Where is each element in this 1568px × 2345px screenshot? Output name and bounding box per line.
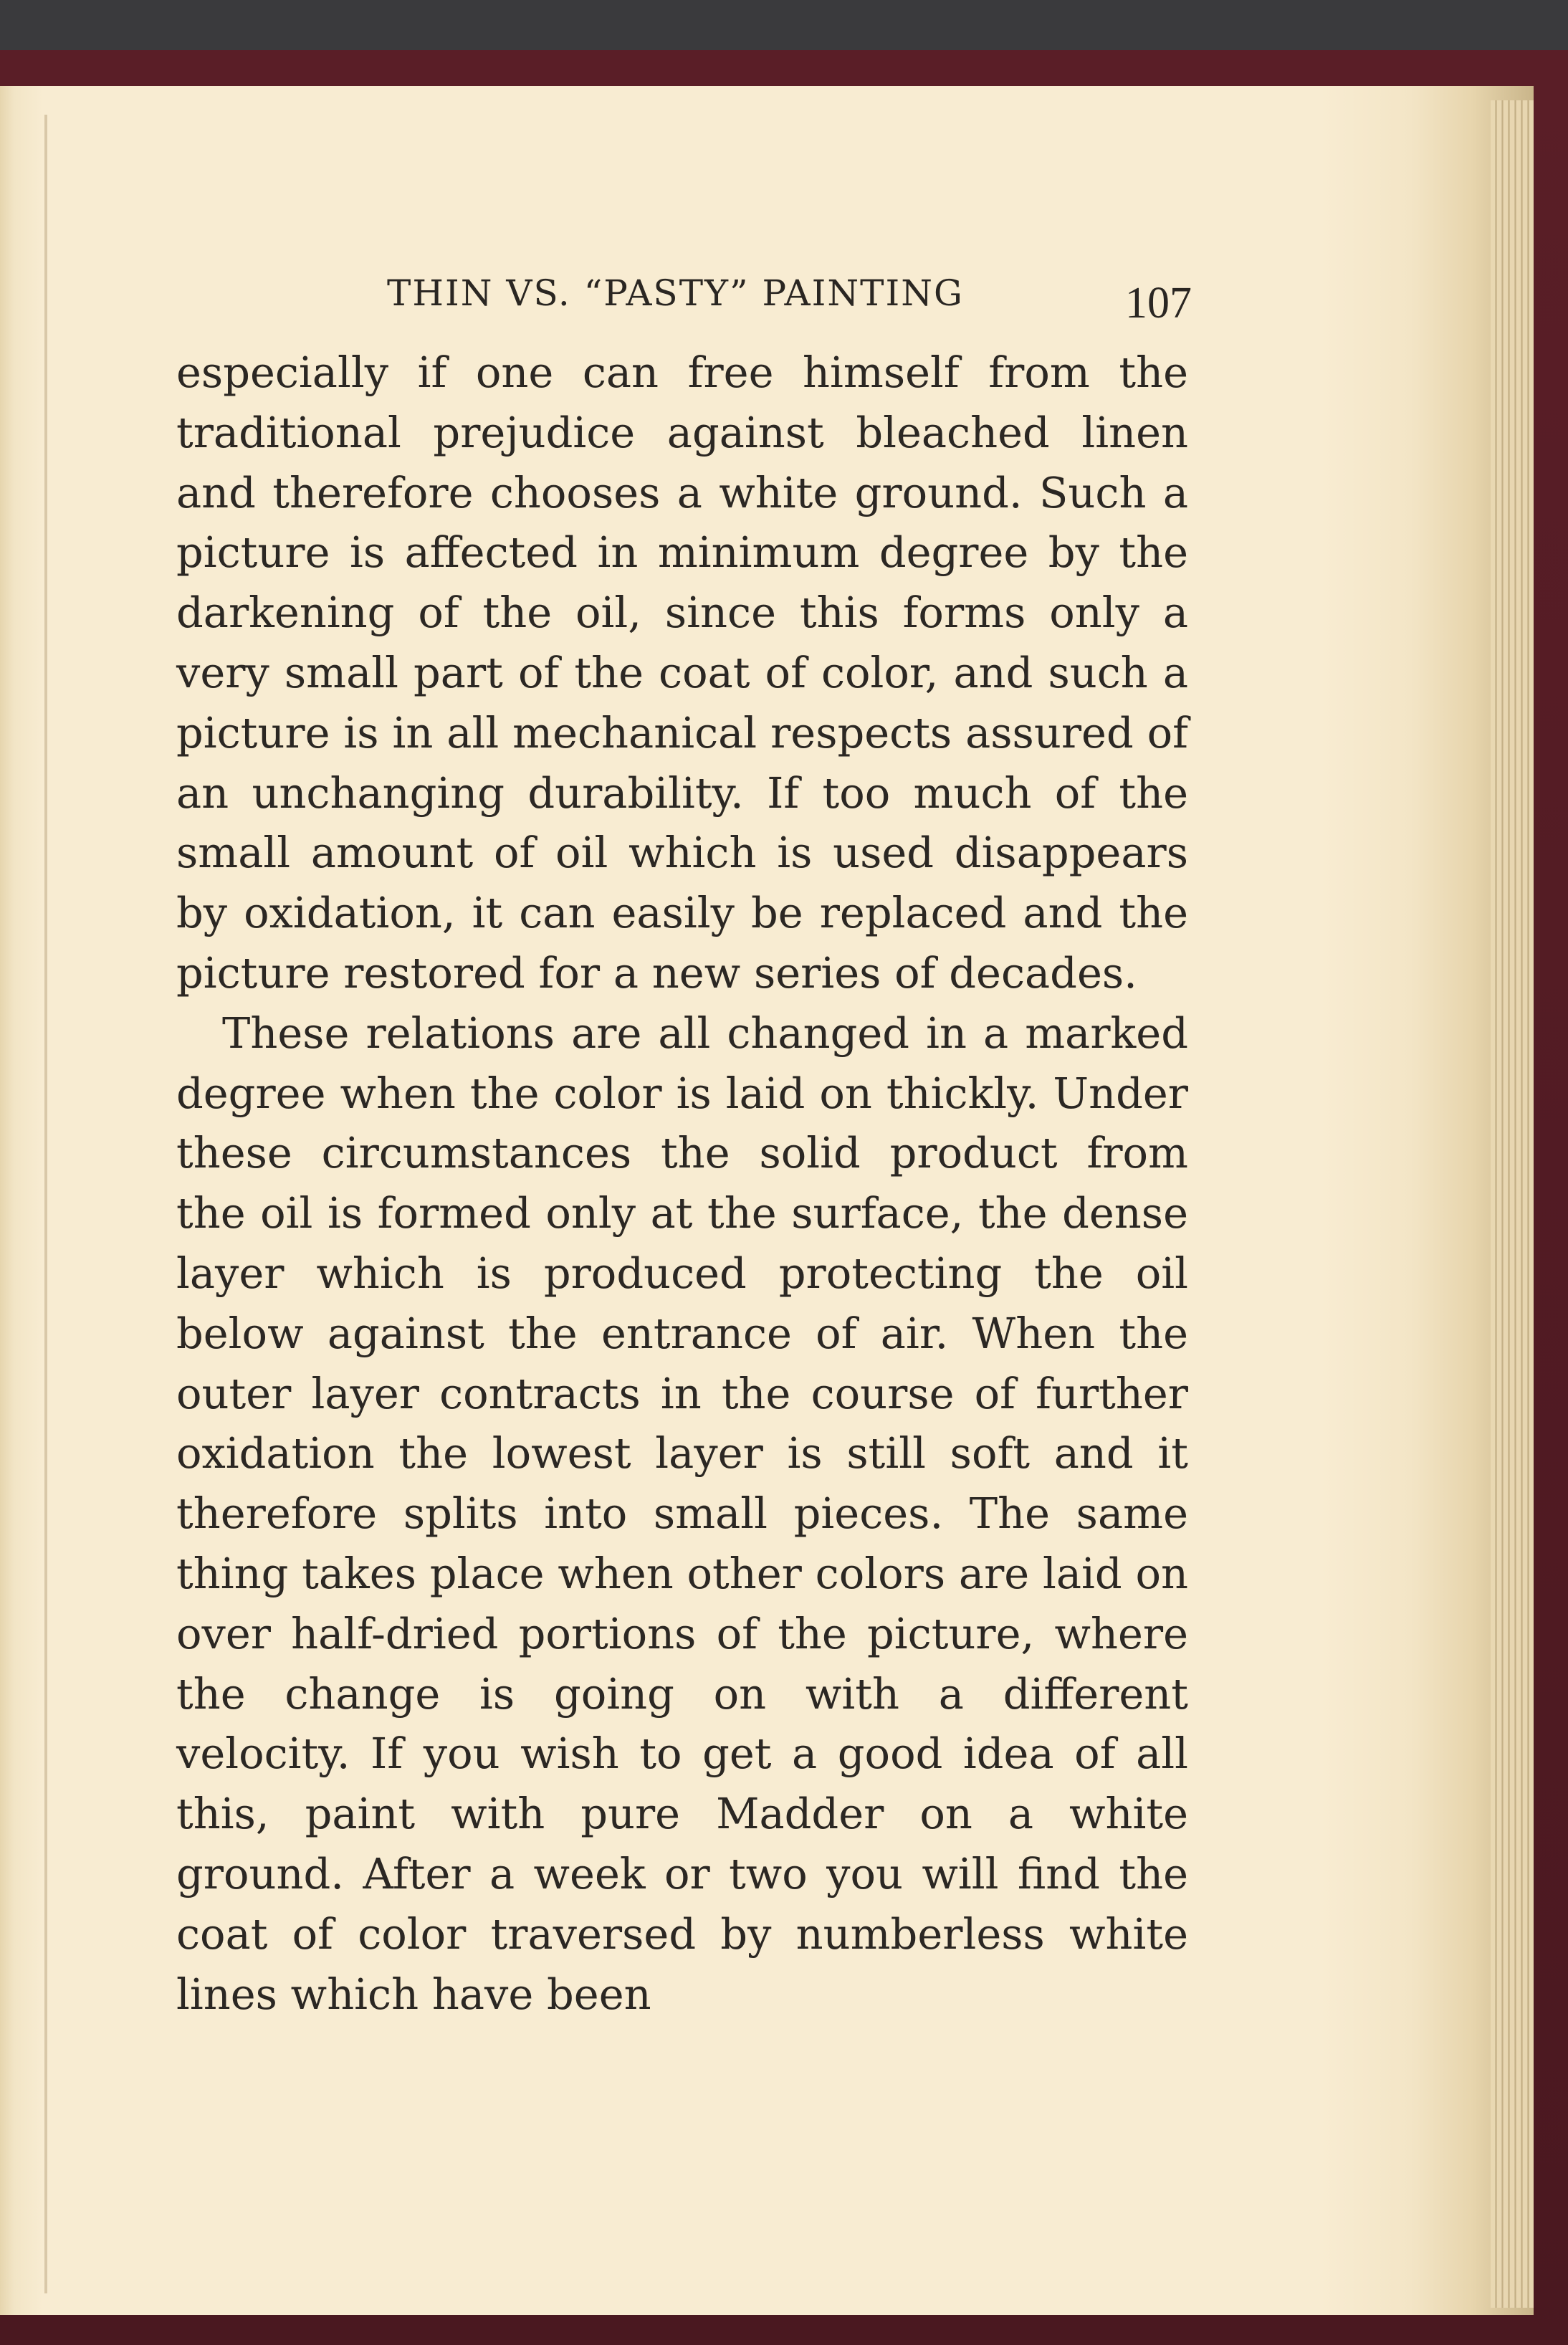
body-text xyxy=(176,343,1188,2024)
gutter-shadow xyxy=(44,115,47,2293)
page-edges xyxy=(1491,100,1534,2308)
paragraph-2: These relations are all changed in a marked degree when the color is laid on thickly. Under these circumstances the solid product from the oil is formed only at the surface, the dense layer which is produced protecting the oil below against the entrance of air. When the outer layer contracts in the course of further oxidation the lowest layer is still soft and it therefore splits into small pieces. The same thing takes place when other colors are laid on over half-dried portions of the picture, where the change is going on with a different velocity. If you wish to get a good idea of all this, paint with pure Madder on a white ground. After a week or two you will find the coat of color traversed by numberless white lines which have been xyxy=(176,1008,1188,2019)
paragraph-1: especially if one can free himself from the traditional prejudice against bleached linen and therefore chooses a white ground. Such a picture is affected in minimum degree by the darkening of the oil, since this forms only a very small part of the coat of color, and such a picture is in all mechanical respects assured of an unchanging durability. If too much of the small amount of oil which is used disappears by oxidation, it can easily be replaced and the picture restored for a new series of decades. xyxy=(176,348,1188,998)
running-header: THIN VS. “PASTY” PAINTING xyxy=(387,272,964,314)
page-number: 107 xyxy=(1125,279,1192,328)
